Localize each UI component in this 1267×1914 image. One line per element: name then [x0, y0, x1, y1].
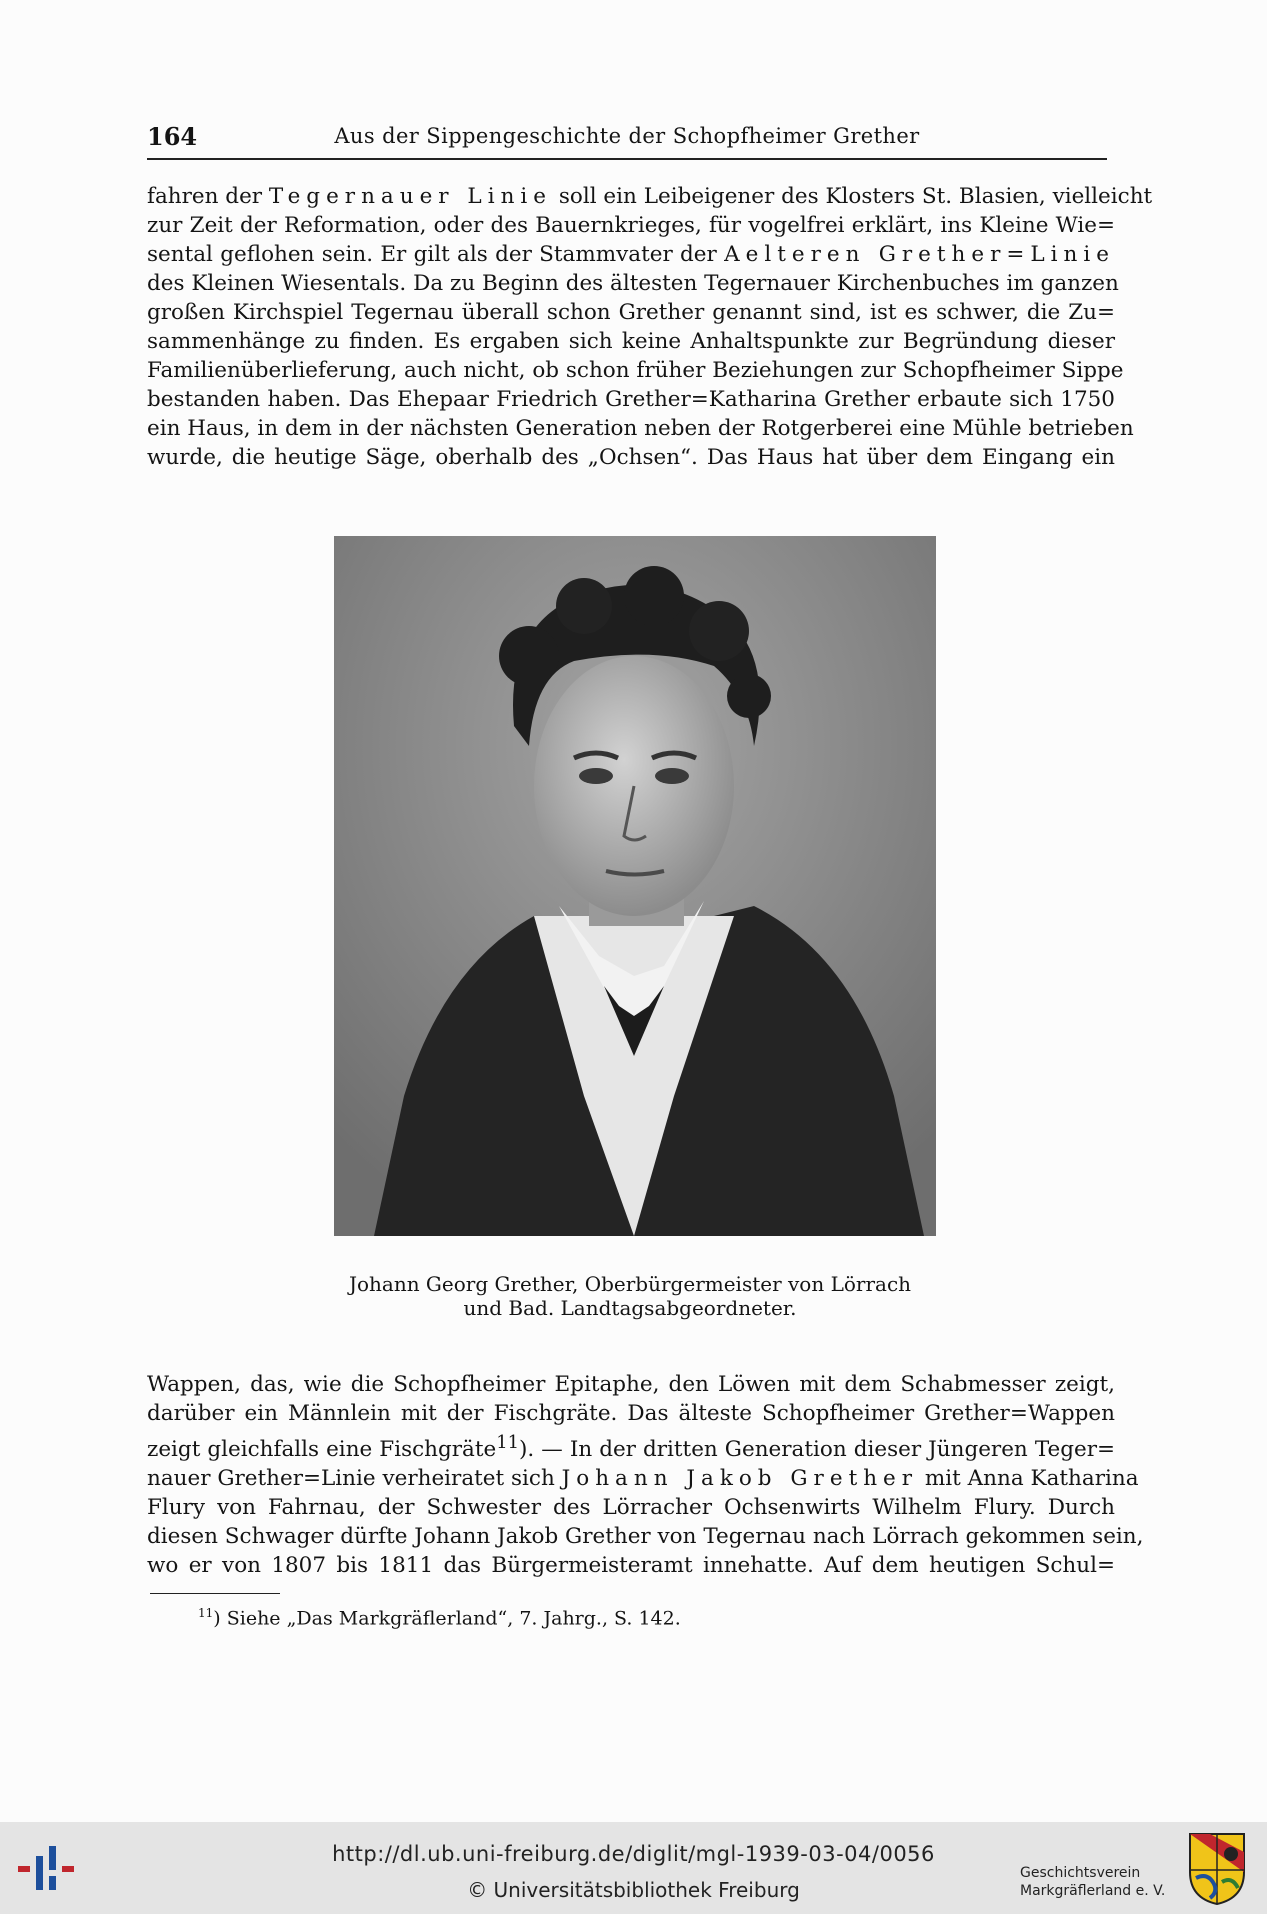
text-span: fahren der: [147, 184, 269, 209]
footnote-reference: 11: [496, 1432, 520, 1453]
caption-line: und Bad. Landtagsabgeordneter.: [463, 1296, 797, 1320]
text-line: Flury von Fahrnau, der Schwester des Lörracher Ochsenwirts Wilhelm Flury. Durch: [147, 1495, 1115, 1521]
text-line: [147, 1428, 1115, 1464]
text-span: soll ein Leibeigener des Klosters St. Blasien, vielleicht: [552, 184, 1153, 209]
footnote-marker: 11: [198, 1606, 214, 1620]
society-name-line: Markgräflerland e. V.: [1020, 1883, 1166, 1899]
text-line: darüber ein Männlein mit der Fischgräte. Das älteste Schopfheimer Grether=Wappen: [147, 1401, 1115, 1426]
portrait-image: [334, 536, 936, 1236]
text-line: wurde, die heutige Säge, oberhalb des „Ochsen“. Das Haus hat über dem Eingang ein: [147, 445, 1115, 470]
footnote-text: ) Siehe „Das Markgräflerland“, 7. Jahrg., S. 142.: [213, 1607, 681, 1630]
page-header: [147, 118, 1107, 160]
spaced-name: Johann Jakob Grether: [561, 1466, 919, 1492]
coat-of-arms-icon: [1188, 1832, 1246, 1906]
footnote-divider: [150, 1593, 280, 1594]
text-line: sammenhänge zu finden. Es ergaben sich keine Anhaltspunkte zur Begründung dieser: [147, 329, 1115, 354]
portrait-drawing: [334, 536, 936, 1236]
document-url[interactable]: http://dl.ub.uni-freiburg.de/diglit/mgl-1939-03-04/0056: [332, 1842, 935, 1866]
text-span: nauer Grether=Linie verheiratet sich: [147, 1466, 562, 1492]
page-number: 164: [147, 122, 198, 151]
text-span: zeigt gleichfalls eine Fischgräte: [147, 1437, 497, 1463]
text-line: zur Zeit der Reformation, oder des Bauernkrieges, für vogelfrei erklärt, ins Kleine Wie=: [147, 213, 1115, 238]
text-line: diesen Schwager dürfte Johann Jakob Grether von Tegernau nach Lörrach gekommen sein,: [147, 1524, 1144, 1550]
paragraph-top: [147, 182, 1153, 472]
society-name: [1020, 1864, 1165, 1900]
text-line: [147, 182, 1153, 211]
text-line: [147, 240, 1115, 269]
text-line: des Kleinen Wiesentals. Da zu Beginn des ältesten Tegernauer Kirchenbuches im ganzen: [147, 271, 1119, 296]
text-line: großen Kirchspiel Tegernau überall schon Grether genannt sind, ist es schwer, die Zu=: [147, 300, 1115, 325]
text-line: wo er von 1807 bis 1811 das Bürgermeisteramt innehatte. Auf dem heutigen Schul=: [147, 1553, 1115, 1579]
paragraph-bottom: [147, 1370, 1144, 1580]
spaced-name: Aelteren Grether=Linie: [724, 242, 1115, 267]
text-span: mit Anna Katharina: [918, 1466, 1139, 1492]
text-span: ). — In der dritten Generation dieser Jüngeren Teger=: [519, 1437, 1115, 1463]
footnote: [198, 1606, 681, 1629]
text-line: ein Haus, in dem in der nächsten Generation neben der Rotgerberei eine Mühle betrieben: [147, 416, 1134, 441]
text-line: Familienüberlieferung, auch nicht, ob schon früher Beziehungen zur Schopfheimer Sippe: [147, 358, 1124, 383]
copyright-notice: © Universitätsbibliothek Freiburg: [467, 1878, 800, 1902]
caption-line: Johann Georg Grether, Oberbürgermeister von Lörrach: [348, 1272, 912, 1296]
text-line: [147, 1464, 1139, 1493]
spaced-name: Tegernauer Linie: [268, 184, 553, 209]
running-title: Aus der Sippengeschichte der Schopfheimer Grether: [334, 124, 920, 148]
viewer-footer: [0, 1822, 1267, 1914]
portrait-caption: [280, 1272, 980, 1320]
text-span: sental geflohen sein. Er gilt als der Stammvater der: [147, 242, 725, 267]
text-line: bestanden haben. Das Ehepaar Friedrich Grether=Katharina Grether erbaute sich 1750: [147, 387, 1115, 412]
text-line: Wappen, das, wie die Schopfheimer Epitaphe, den Löwen mit dem Schabmesser zeigt,: [147, 1372, 1115, 1397]
society-name-line: Geschichtsverein: [1020, 1865, 1141, 1881]
